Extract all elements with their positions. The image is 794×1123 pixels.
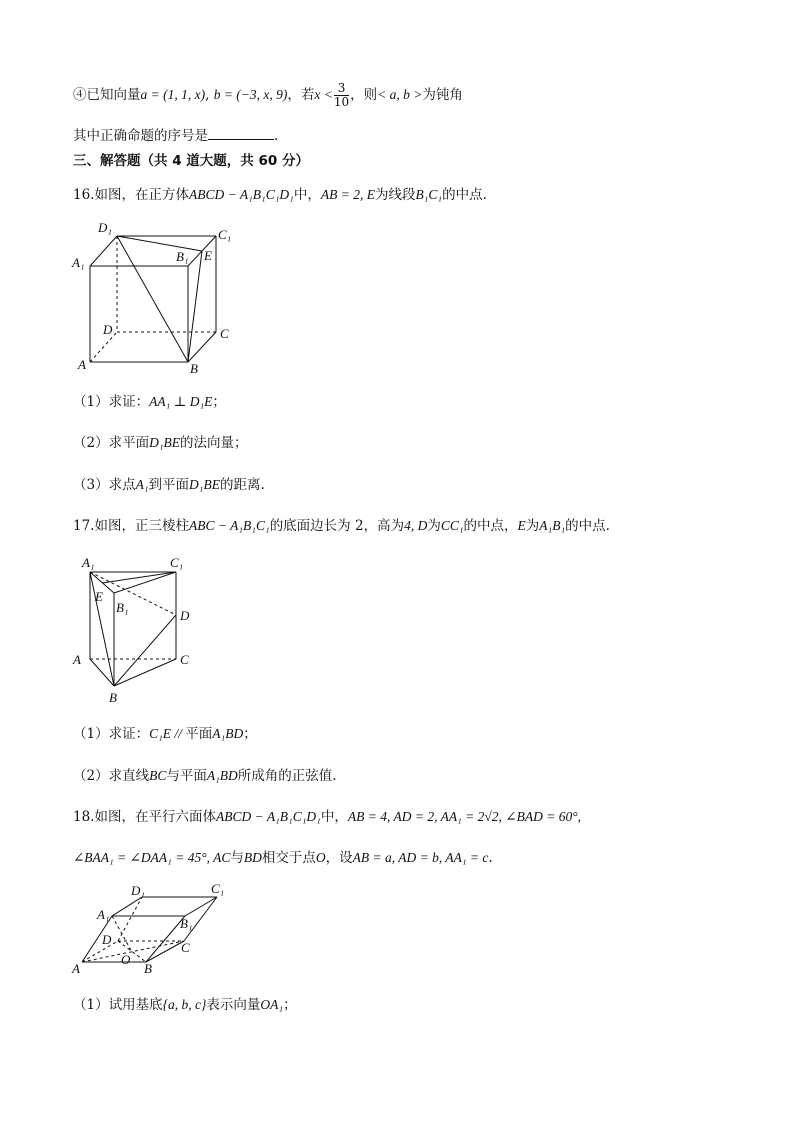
label-A1: A₁ [97,907,110,922]
section-title: 三、解答题（共 4 道大题，共 60 分） [73,153,309,169]
label-D1: D₁ [131,883,145,898]
label-C1: C₁ [170,555,184,570]
q18-parallelepiped-figure [70,882,230,977]
q16-part2: （2）求平面D₁BE的法向量； [73,435,248,451]
q16-part1: （1）求证：AA₁ ⊥ D₁E； [73,394,226,410]
q18-stem-1: 18.如图，在平行六面体ABCD − A₁B₁C₁D₁中，AB = 4, AD = 2, AA₁ = 2√2, ∠BAD = 60°, [73,809,581,825]
label-E: E [95,589,103,604]
label-D: D [102,932,112,947]
q16-part3: （3）求点A₁到平面D₁BE的距离. [73,477,265,493]
q17-stem: 17.如图，正三棱柱ABC − A₁B₁C₁的底面边长为 2，高为4, D为CC₁的中点，E为A₁B₁的中点. [73,518,610,534]
label-D: D [180,608,190,623]
correct-answer-line: 其中正确命题的序号是 . [73,128,279,144]
item4-number: ④ [73,87,87,103]
label-D1: D₁ [98,220,112,235]
label-B1: B₁ [176,249,189,264]
label-B1: B₁ [180,916,193,931]
label-A1: A₁ [82,555,95,570]
q17-prism-figure [70,548,210,708]
label-C: C [180,652,189,667]
vector-a: a = (1, 1, x) [140,87,206,102]
q17-part2: （2）求直线BC与平面A₁BD所成角的正弦值. [73,768,337,784]
q17-part1: （1）求证：C₁E // 平面A₁BD； [73,726,257,742]
label-D: D [103,322,113,337]
item4-line: ④已知向量a = (1, 1, x), b = (−3, x, 9)，若x < $\frac{3}{10}$ ，则< a, b >为钝角 [73,81,463,109]
label-O: O [121,952,131,967]
label-B: B [109,690,117,705]
q18-stem-2: ∠BAA₁ = ∠DAA₁ = 45°, AC与BD相交于点O，设AB = a, AD = b, AA₁ = c. [73,850,493,866]
q18-part1: （1）试用基底{a, b, c}表示向量OA₁； [73,997,297,1013]
answer-blank[interactable] [208,127,274,140]
label-B: B [144,961,152,976]
q16-cube-figure [70,218,240,378]
label-B: B [190,361,198,376]
label-A: A [73,652,81,667]
label-C1: C₁ [211,882,225,896]
label-C: C [181,940,190,955]
label-A: A [78,357,86,372]
label-A1: A₁ [72,255,85,270]
label-A: A [72,961,80,976]
label-E: E [204,248,212,263]
q16-stem: 16.如图，在正方体ABCD − A₁B₁C₁D₁中，AB = 2, E为线段B₁C₁的中点. [73,187,487,203]
fraction-3-10: $\frac{3}{10}$ [333,81,350,109]
label-C1: C₁ [218,227,232,242]
label-C: C [220,326,229,341]
label-B1: B₁ [116,600,129,615]
vector-b: b = (−3, x, 9) [213,87,288,102]
